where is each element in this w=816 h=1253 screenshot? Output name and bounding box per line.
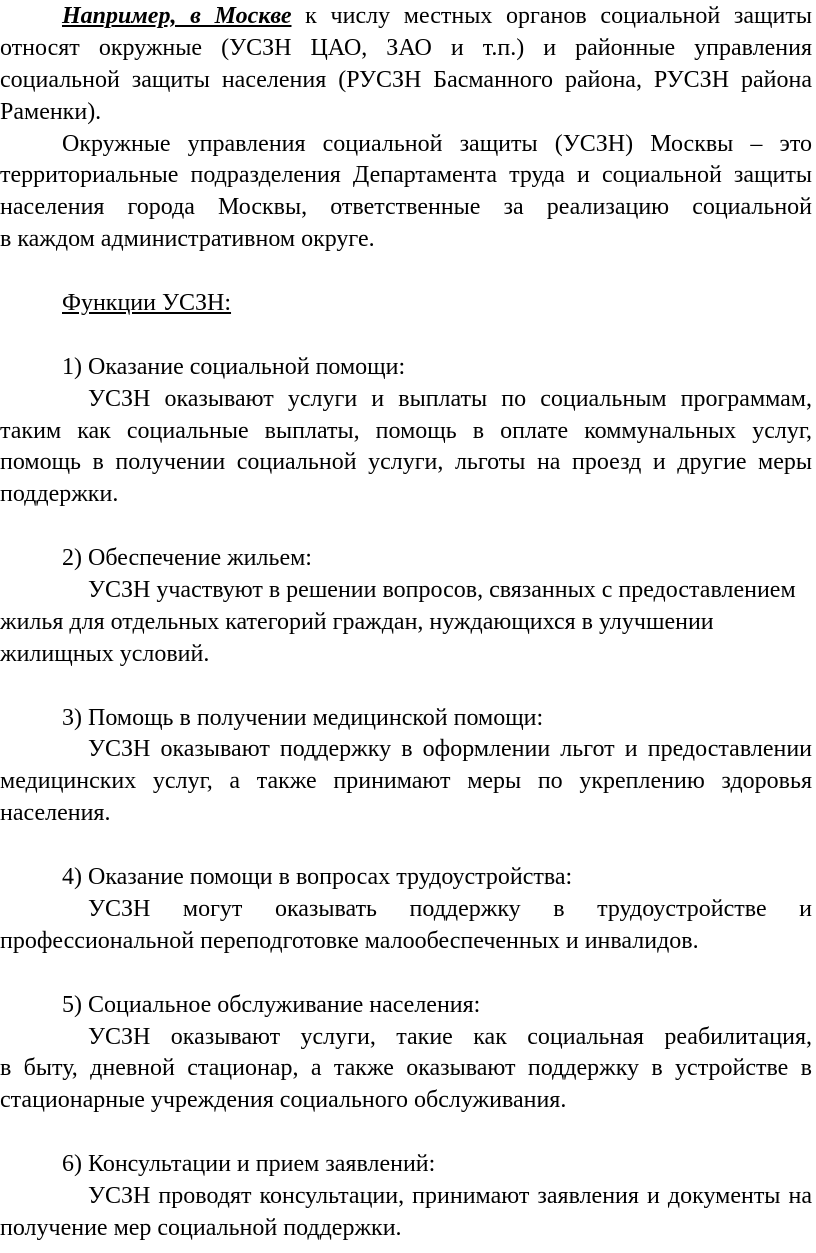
function-item-title	[0, 990, 812, 1022]
function-item-text-line: УСЗН оказывают поддержку в оформлении льгот и предоставлении	[88, 736, 812, 763]
item-number: 5)	[62, 991, 82, 1018]
function-item-text-line: УСЗН могут оказывать поддержку в трудоустройстве и	[88, 895, 812, 922]
function-item-title	[0, 1149, 812, 1181]
intro-line: Например, в Москве к числу местных органов социальной защиты	[62, 3, 812, 29]
item-number: 1)	[62, 353, 82, 380]
function-item-text-line: получение мер социальной поддержки.	[0, 1214, 402, 1241]
function-item-text-line: УСЗН участвуют в решении вопросов, связанных с предоставлением	[88, 577, 796, 604]
blank-line	[0, 830, 812, 862]
item-number: 2)	[62, 545, 82, 572]
function-item-text-line: таким как социальные выплаты, помощь в оплате коммунальных услуг,	[0, 417, 812, 444]
blank-line	[0, 1117, 812, 1149]
intro-line: относят окружные (УСЗН ЦАО, ЗАО и т.п.) и районные управления	[0, 34, 812, 61]
function-item-text-line: УСЗН оказывают услуги, такие как социальная реабилитация,	[88, 1023, 812, 1050]
function-item-text-line: в быту, дневной стационар, а также оказывают поддержку в устройстве в	[0, 1055, 812, 1082]
function-item-text-line: УСЗН проводят консультации, принимают заявления и документы на	[88, 1182, 812, 1209]
intro-emphasis: Например, в Москве	[62, 3, 292, 29]
item-title: Помощь в получении медицинской помощи:	[88, 704, 544, 731]
function-item-text-line: поддержки.	[0, 481, 119, 508]
function-item-text-line: медицинских услуг, а также принимают меры по укреплению здоровья	[0, 768, 812, 795]
functions-heading: Функции УСЗН:	[62, 290, 232, 317]
function-item-title	[0, 862, 812, 894]
blank-line	[0, 320, 812, 352]
item-title: Оказание помощи в вопросах трудоустройства:	[88, 864, 573, 891]
para2-line: населения города Москвы, ответственные за реализацию социальной	[0, 194, 812, 221]
blank-line	[0, 671, 812, 703]
function-item-text-line: помощь в получении социальной услуги, льготы на проезд и другие меры	[0, 449, 812, 476]
blank-line	[0, 511, 812, 543]
function-item-text-line: населения.	[0, 800, 111, 827]
item-title: Социальное обслуживание населения:	[88, 991, 481, 1018]
functions-list	[0, 320, 812, 1245]
item-title: Обеспечение жильем:	[88, 545, 312, 572]
para2-line: в каждом административном округе.	[0, 226, 375, 253]
function-item-text-line: жилищных условий.	[0, 640, 210, 667]
function-item-title	[0, 703, 812, 735]
item-title: Оказание социальной помощи:	[88, 353, 406, 380]
function-item-text-line: профессиональной переподготовке малообеспеченных и инвалидов.	[0, 927, 699, 954]
para2-line: территориальные подразделения Департамента труда и социальной защиты	[0, 162, 812, 189]
function-item-title	[0, 352, 812, 384]
intro-line: социальной защиты населения (РУСЗН Басманного района, РУСЗН района	[0, 66, 812, 93]
item-title: Консультации и прием заявлений:	[88, 1151, 436, 1178]
function-item-title	[0, 543, 812, 575]
function-item-text-line: УСЗН оказывают услуги и выплаты по социальным программам,	[88, 385, 812, 412]
item-number: 6)	[62, 1151, 82, 1178]
intro-line: Раменки).	[0, 98, 102, 125]
para2-line: Окружные управления социальной защиты (УСЗН) Москвы – это	[62, 130, 812, 157]
item-number: 3)	[62, 704, 82, 731]
function-item-text-line: жилья для отдельных категорий граждан, нуждающихся в улучшении	[0, 608, 714, 635]
item-number: 4)	[62, 864, 82, 891]
function-item-text-line: стационарные учреждения социального обслуживания.	[0, 1087, 567, 1114]
blank-line	[0, 958, 812, 990]
